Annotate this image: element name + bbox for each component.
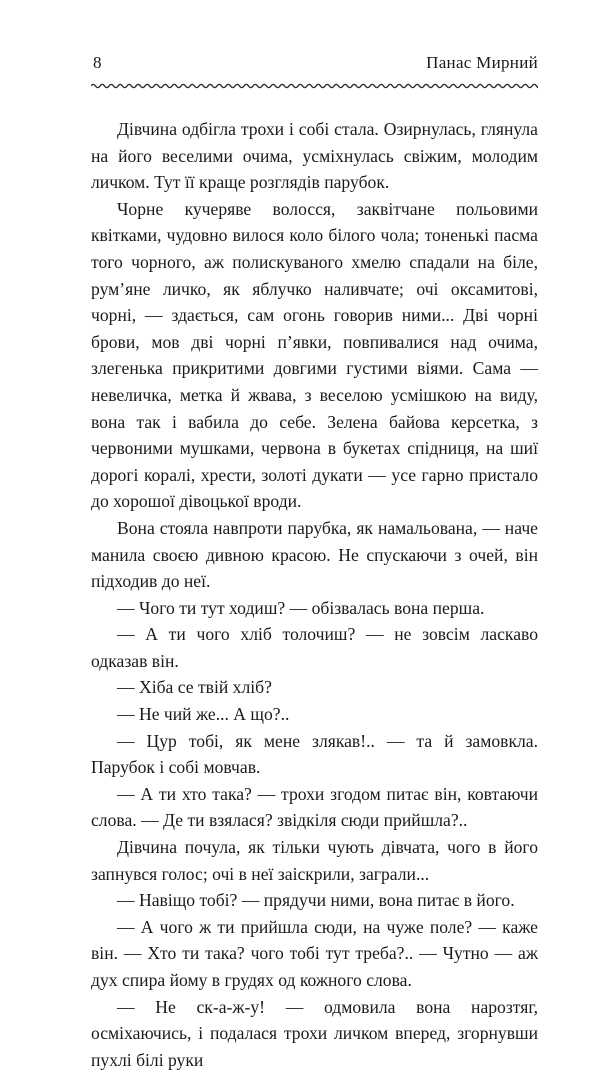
paragraph: Вона стояла навпроти парубка, як намальована, — наче манила своєю дивною красою. Не спускаючи з очей, він підходив до неї. <box>91 517 538 592</box>
running-head-author: Панас Мирний <box>426 53 538 72</box>
paragraph: — Цур тобі, як мене злякав!.. — та й замовкла. Парубок і собі мовчав. <box>91 730 538 778</box>
paragraph: — Чого ти тут ходиш? — обізвалась вона перша. <box>117 597 485 618</box>
paragraph: — А ти хто така? — трохи згодом питає він, ковтаючи слова. — Де ти взялася? звідкіля сюди прийшла?.. <box>91 783 538 831</box>
wavy-divider <box>91 80 538 92</box>
paragraph: — А ти чого хліб толочиш? — не зовсім ласкаво одказав він. <box>91 624 538 671</box>
wavy-divider-line <box>91 84 538 87</box>
paragraph: Дівчина одбігла трохи і собі стала. Озирнулась, глянула на його веселими очима, усміхнулась свіжим, молодим личком. Тут її краще розглядів парубок. <box>91 119 538 193</box>
paragraph: — Хіба се твій хліб? <box>117 677 272 698</box>
paragraph: — Не чий же... А що?.. <box>117 704 290 725</box>
paragraph: — Не ск-а-ж-у! — одмовила вона нарозтяг, осміхаючись, і подалася трохи личком вперед, згорнувши пухлі білі руки <box>91 996 538 1070</box>
paragraph: — Навіщо тобі? — прядучи ними, вона питає в його. <box>117 890 515 911</box>
page-number: 8 <box>93 53 102 72</box>
paragraph: Чорне кучеряве волосся, заквітчане польовими квітками, чудовно вилося коло білого чола; тоненькі пасма того чорного, аж полискуваного хмелю спадали на біле, рум’яне личко, як яблучко наливчате; очі оксамитові, чорні, — здається, сам огонь говорив ними... Дві чорні брови, мов дві чорні п’явки, повпивалися над очима, злегенька прикритими довгими густими віями. Сама — невеличка, метка й жвава, з веселою усмішкою на виду, вона так і вабила до себе. Зелена байова керсетка, з червоними мушками, червона в букетах спідниця, на шиї дорогі коралі, хрести, золоті дукати — усе гарно пристало до хорошої дівоцької вроди. <box>91 198 538 512</box>
paragraph: — А чого ж ти прийшла сюди, на чуже поле? — каже він. — Хто ти така? чого тобі тут треба?.. — Чутно — аж дух спира йому в грудях од кожного слова. <box>91 916 538 990</box>
text-body <box>91 116 538 1073</box>
page-header <box>91 52 538 78</box>
paragraph: Дівчина почула, як тільки чують дівчата, чого в його запнувся голос; очі в неї заіскрили, заграли... <box>91 837 538 884</box>
